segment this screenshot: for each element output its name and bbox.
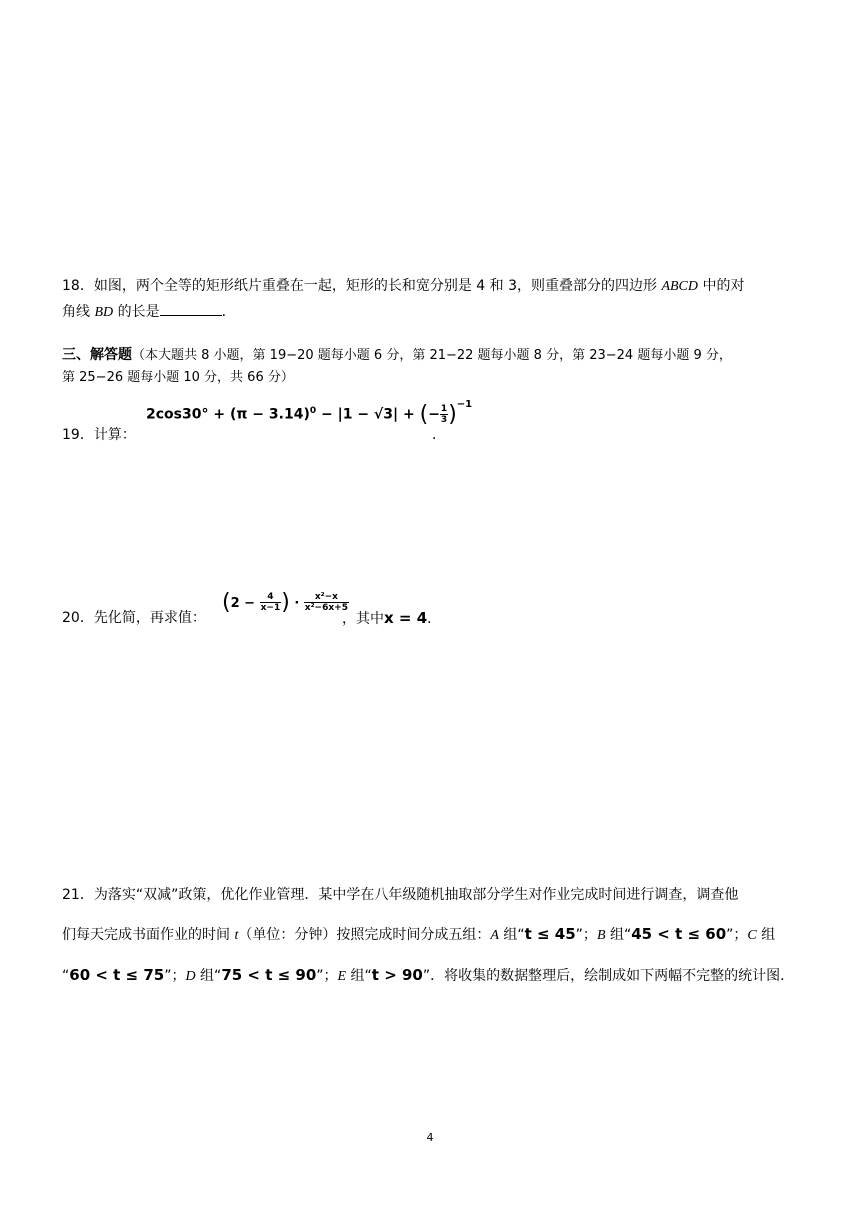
q20-expression [222,590,349,615]
q21-group-b-label: 组“ [605,927,632,943]
q18-text-1: 18．如图，两个全等的矩形纸片重叠在一起，矩形的长和宽分别是 4 和 3，则重叠部分的四边形 [62,278,662,294]
q21-group-a: A [490,928,499,943]
q21-t: t [234,928,239,943]
q21-group-e: E [337,969,347,984]
q21-group-a-label: 组“ [498,927,525,943]
q21-group-b: B [596,928,606,943]
q18-answer-blank[interactable] [160,301,222,316]
q21-group-c: C [747,928,757,943]
q20-paren-close: ) [281,590,290,615]
q20-two: 2 − [230,596,260,611]
q19-fraction [440,404,448,425]
q20-dot: · [289,596,304,611]
q21-group-e-label: 组“ [346,968,372,984]
q20-f1-den: x−1 [260,603,281,613]
q19-expr-a: 2cos30° + (π − 3.14) [146,406,310,423]
q18-text-2: 角线 [62,304,95,320]
q21-line2-a: 们每天完成书面作业的时间 [62,927,235,943]
q19-frac-num: 1 [440,404,448,414]
q21-line2 [62,925,775,945]
q20-f2-den: x²−6x+5 [304,603,348,613]
q21-cond-c: 60 < t ≤ 75 [69,966,165,984]
q21-cond-d: 75 < t ≤ 90 [221,966,317,984]
q21-sep-a: ”； [575,927,597,943]
section3-line1 [62,346,732,365]
q19-expression: $2\cos 30^\circ + (\pi - 3.14)^0 - |1 - √3|$ + (− $\frac{1}{3}$ )$^{-1}$ [146,398,473,427]
q20-tail [342,609,441,628]
q21-line2-b: （单位：分钟）按照完成时间分成五组： [238,927,491,943]
q20-paren-open: ( [222,590,231,615]
q18-bd: BD [94,305,114,320]
q20-f2-num: x²−x [304,592,349,603]
q19-frac-den: 3 [440,415,448,425]
section3-title: 三、解答题 [62,347,132,363]
q21-cond-e: t > 90 [371,966,423,984]
q19-paren-close: ) [448,402,457,427]
q21-sep-b: ”； [726,927,748,943]
q21-line3 [62,966,794,986]
q19-period: ． [432,427,446,443]
q20-f1-num: 4 [260,592,282,603]
q18-line1 [62,277,744,296]
section3-line2 [62,369,294,387]
q20-label: 20．先化简，再求值： [62,610,206,626]
q20-comma: ，其中 [342,611,384,627]
q20-period: ． [427,611,442,627]
section3-desc1: （本大题共 8 小题，第 19−20 题每小题 6 分，第 21−22 题每小题 8 分，第 23−24 题每小题 9 分， [132,348,732,363]
q21-group-d: D [185,969,196,984]
q18-text-1-end: 中的对 [698,278,745,294]
page-number: 4 [426,1131,434,1144]
q20-condition: x = 4 [384,609,428,627]
q19-paren-open: ( [419,402,429,427]
q18-abcd: ABCD [661,279,698,294]
q21-open-quote: “ [62,968,70,984]
q19-expr-b: − |1 − √3| + [316,406,420,423]
q18-text-2-end: 的长是 [113,304,160,320]
q18-period: ． [221,304,236,320]
q20-fraction-1 [260,592,282,613]
q21-group-c-label: 组 [756,927,776,943]
q19-label: 19．计算： [62,427,136,443]
q21-sep-c: ”； [164,968,186,984]
q21-cond-b: 45 < t ≤ 60 [631,925,727,943]
q19-exp-neg1: −1 [456,398,473,410]
q19-exp0: 0 [309,405,317,416]
q21-sep-d: ”； [316,968,338,984]
section3-desc2: 第 25−26 题每小题 10 分，共 66 分） [62,370,294,385]
q21-cond-a: t ≤ 45 [524,925,576,943]
q21-group-d-label: 组“ [195,968,222,984]
q21-line3-end: ”．将收集的数据整理后，绘制成如下两幅不完整的统计图． [422,968,795,984]
q21-line1: 21．为落实“双减”政策，优化作业管理．某中学在八年级随机抽取部分学生对作业完成时间进行调查，调查他 [62,887,739,903]
q18-line2 [62,301,236,322]
